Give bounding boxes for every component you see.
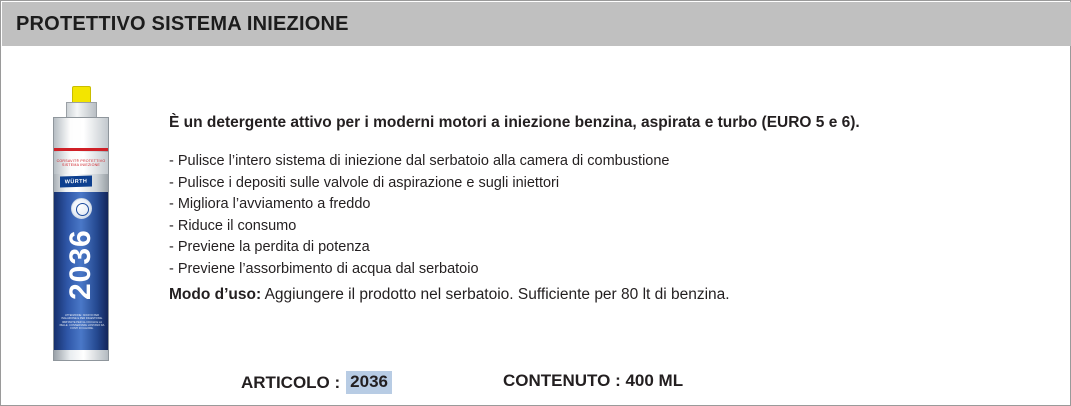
feature-list <box>169 151 670 280</box>
list-item: - Pulisce l’intero sistema di iniezione dal serbatoio alla camera di combustione <box>169 153 670 169</box>
list-item: - Pulisce i depositi sulle valvole di aspirazione e sugli iniettori <box>169 174 560 191</box>
article-value: 2036 <box>346 371 392 394</box>
can-body <box>53 117 109 361</box>
specs-footer <box>241 371 841 397</box>
usage-label: Modo d’uso: <box>169 286 262 303</box>
content-volume-block: CONTENUTO : 400 ML <box>503 371 684 390</box>
page-title: PROTETTIVO SISTEMA INIEZIONE <box>16 12 349 35</box>
page-header <box>2 2 1071 46</box>
lead-paragraph: È un detergente attivo per i moderni motori a iniezione benzina, aspirata e turbo (EURO 5 e 6). <box>169 114 860 131</box>
usage-text: Aggiungere il prodotto nel serbatoio. Sufficiente per 80 lt di benzina. <box>264 286 730 303</box>
can-red-stripe <box>54 148 108 151</box>
list-item: - Previene l’assorbimento di acqua dal serbatoio <box>169 260 479 277</box>
usage-paragraph <box>169 286 730 304</box>
quality-seal-icon <box>71 198 92 219</box>
list-item: - Riduce il consumo <box>169 217 297 234</box>
can-code-number: 2036 <box>64 229 97 301</box>
can-brand-label: WÜRTH <box>60 175 92 187</box>
can-bottom-band <box>54 350 108 360</box>
page-content <box>1 46 1070 406</box>
can-logo-text: CORSAVIT® PROTETTIVO SISTEMA INIEZIONE <box>54 152 108 174</box>
article-number-block <box>241 371 392 394</box>
list-item: - Migliora l’avviamento a freddo <box>169 196 371 212</box>
can-fineprint: ATTENZIONE: NOCIVO PER INALAZIONE E PER INGESTIONE. IRRITANTE PER GLI OCCHI E LA PELLE. CONSERVARE LONTANO DA FONTI DI CALORE. <box>59 314 105 331</box>
list-item: - Previene la perdita di potenza <box>169 239 370 255</box>
article-label: ARTICOLO : <box>241 372 341 392</box>
product-can-image <box>53 86 109 361</box>
can-top-band <box>54 118 108 148</box>
